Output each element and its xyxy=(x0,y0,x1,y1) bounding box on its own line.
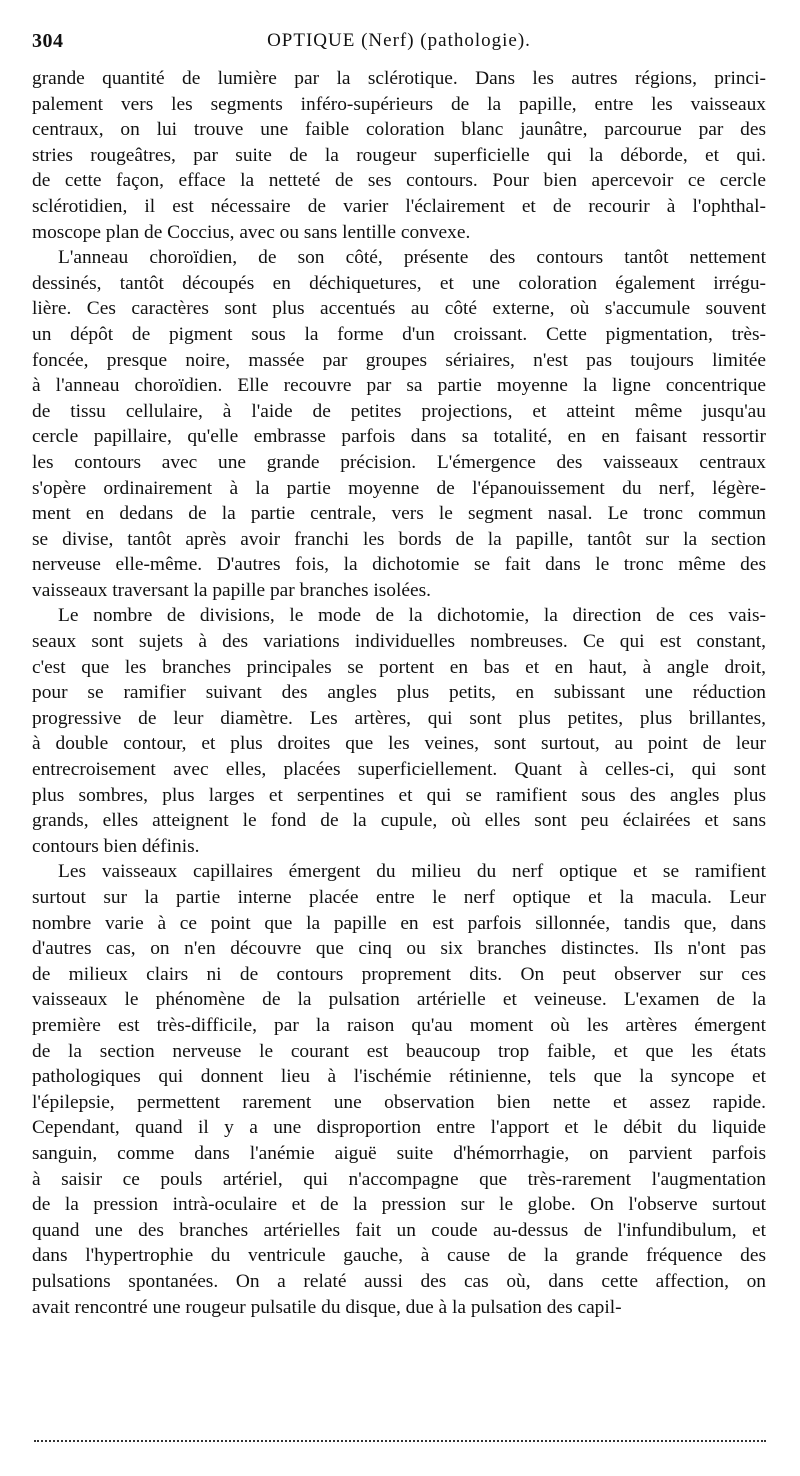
text-line: moscope plan de Coccius, avec ou sans lentille convexe. xyxy=(32,221,471,243)
text-line: Le nombre de divisions, le mode de la dichotomie, la direction de ces vais- xyxy=(58,605,766,627)
text-line: de cette façon, efface la netteté de ses contours. Pour bien apercevoir ce cercle xyxy=(32,170,766,192)
text-line: entrecroisement avec elles, placées superficiellement. Quant à celles-ci, qui sont xyxy=(32,759,766,781)
text-line: foncée, presque noire, massée par groupes sériaires, n'est pas toujours limitée xyxy=(32,349,766,371)
page-number: 304 xyxy=(32,30,64,52)
body-text xyxy=(32,66,766,1320)
text-line: centraux, on lui trouve une faible coloration blanc jaunâtre, parcourue par des xyxy=(32,119,766,141)
text-line: de milieux clairs ni de contours proprement dits. On peut observer sur ces xyxy=(32,963,766,985)
text-line: vaisseaux le phénomène de la pulsation artérielle et veineuse. L'examen de la xyxy=(32,989,766,1011)
text-line: grande quantité de lumière par la sclérotique. Dans les autres régions, princi- xyxy=(32,68,766,89)
text-line: progressive de leur diamètre. Les artères, qui sont plus petites, plus brillantes, xyxy=(32,707,766,729)
text-line: d'autres cas, on n'en découvre que cinq ou six branches distinctes. Ils n'ont pas xyxy=(32,938,766,960)
paragraph-1 xyxy=(32,66,766,245)
text-line: s'opère ordinairement à la partie moyenne de l'épanouissement du nerf, légère- xyxy=(32,477,766,499)
text-line: dans l'hypertrophie du ventricule gauche, à cause de la grande fréquence des xyxy=(32,1245,766,1267)
text-line: l'épilepsie, permettent rarement une observation bien nette et assez rapide. xyxy=(32,1091,766,1113)
text-line: à l'anneau choroïdien. Elle recouvre par sa partie moyenne la ligne concentrique xyxy=(32,375,766,397)
text-line: première est très-difficile, par la raison qu'au moment où les artères émergent xyxy=(32,1014,766,1036)
text-line: pulsations spontanées. On a relaté aussi des cas où, dans cette affection, on xyxy=(32,1270,766,1292)
text-line: lière. Ces caractères sont plus accentués au côté externe, où s'accumule souvent xyxy=(32,298,766,320)
text-line: un dépôt de pigment sous la forme d'un croissant. Cette pigmentation, très- xyxy=(32,323,766,345)
text-line: palement vers les segments inféro-supérieurs de la papille, entre les vaisseaux xyxy=(32,93,766,115)
text-line: L'anneau choroïdien, de son côté, présente des contours tantôt nettement xyxy=(58,247,766,269)
text-line: Cependant, quand il y a une disproportion entre l'apport et le débit du liquide xyxy=(32,1117,766,1139)
text-line: stries rougeâtres, par suite de la rougeur superficielle qui la déborde, et qui. xyxy=(32,144,766,166)
text-line: sanguin, comme dans l'anémie aiguë suite d'hémorrhagie, on parvient parfois xyxy=(32,1142,766,1164)
footer-dotted-rule xyxy=(34,1440,766,1442)
text-line: avait rencontré une rougeur pulsatile du disque, due à la pulsation des capil- xyxy=(32,1296,622,1318)
text-line: se divise, tantôt après avoir franchi les bords de la papille, tantôt sur la section xyxy=(32,528,766,550)
text-line: contours bien définis. xyxy=(32,835,200,857)
text-line: quand une des branches artérielles fait un coude au-dessus de l'infundibulum, et xyxy=(32,1219,766,1241)
paragraph-2 xyxy=(32,245,766,603)
text-line: Les vaisseaux capillaires émergent du milieu du nerf optique et se ramifient xyxy=(58,861,766,883)
text-line: de tissu cellulaire, à l'aide de petites projections, et atteint même jusqu'au xyxy=(32,400,766,422)
paragraph-3 xyxy=(32,603,766,859)
text-line: c'est que les branches principales se portent en bas et en haut, à angle droit, xyxy=(32,656,766,678)
text-line: de la section nerveuse le courant est beaucoup trop faible, et que les états xyxy=(32,1040,766,1062)
text-line: nerveuse elle-même. D'autres fois, la dichotomie se fait dans le tronc même des xyxy=(32,554,766,576)
text-line: sclérotidien, il est nécessaire de varier l'éclairement et de recourir à l'ophthal- xyxy=(32,195,766,217)
text-line: ment en dedans de la partie centrale, vers le segment nasal. Le tronc commun xyxy=(32,503,766,525)
text-line: pathologiques qui donnent lieu à l'ischémie rétinienne, tels que la syncope et xyxy=(32,1066,766,1088)
text-line: cercle papillaire, qu'elle embrasse parfois dans sa totalité, en en faisant ressortir xyxy=(32,426,766,448)
text-line: à double contour, et plus droites que les veines, sont surtout, au point de leur xyxy=(32,733,766,755)
text-line: à saisir ce pouls artériel, qui n'accompagne que très-rarement l'augmentation xyxy=(32,1168,766,1190)
text-line: nombre varie à ce point que la papille en est parfois sillonnée, tandis que, dans xyxy=(32,912,766,934)
text-line: surtout sur la partie interne placée entre le nerf optique et la macula. Leur xyxy=(32,887,766,908)
text-line: seaux sont sujets à des variations individuelles nombreuses. Ce qui est constant, xyxy=(32,631,766,653)
text-line: de la pression intrà-oculaire et de la pression sur le globe. On l'observe surtout xyxy=(32,1194,766,1216)
running-head xyxy=(32,26,766,66)
text-line: vaisseaux traversant la papille par branches isolées. xyxy=(32,579,431,601)
text-line: plus sombres, plus larges et serpentines et qui se ramifient sous des angles plus xyxy=(32,784,766,806)
text-line: les contours avec une grande précision. L'émergence des vaisseaux centraux xyxy=(32,451,766,473)
text-line: dessinés, tantôt découpés en déchiquetures, et une coloration également irrégu- xyxy=(32,272,766,294)
text-line: pour se ramifier suivant des angles plus petits, en subissant une réduction xyxy=(32,682,766,704)
text-line: grands, elles atteignent le fond de la cupule, où elles sont peu éclairées et sans xyxy=(32,810,766,832)
paragraph-4 xyxy=(32,859,766,1320)
running-title: OPTIQUE (Nerf) (pathologie). xyxy=(267,30,531,51)
book-page xyxy=(32,26,766,1320)
